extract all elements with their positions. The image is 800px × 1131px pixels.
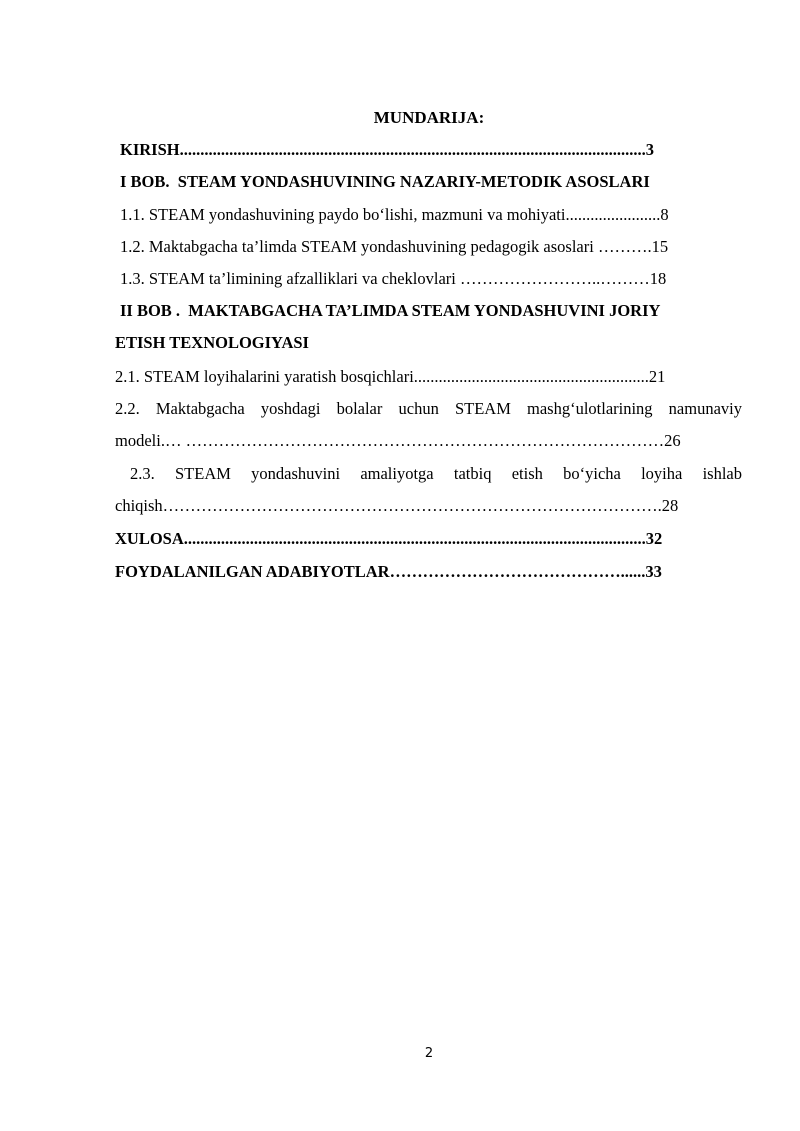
toc-section-1-2: 1.2. Maktabgacha ta’limda STEAM yondashuvining pedagogik asoslari ……….15 [120,237,669,256]
toc-chapter-1: I BOB. STEAM YONDASHUVINING NAZARIY-METODIK ASOSLARI [120,172,650,191]
toc-section-2-3-line2: chiqish……………………………………………………………………………….28 [115,496,679,515]
toc-section-2-2-line1: 2.2. Maktabgacha yoshdagi bolalar uchun STEAM mashg‘ulotlarining namunaviy [115,399,742,418]
toc-section-2-1: 2.1. STEAM loyihalarini yaratish bosqichlari.........................................................21 [115,367,666,386]
toc-section-1-1: 1.1. STEAM yondashuvining paydo bo‘lishi, mazmuni va mohiyati.......................8 [120,205,669,224]
toc-section-1-3: 1.3. STEAM ta’limining afzalliklari va cheklovlari ……………………..………18 [120,269,667,288]
toc-entry-xulosa: XULOSA................................................................................................................32 [115,529,663,548]
toc-section-2-2-line2: modeli.… ……………………………………………………………………………26 [115,431,681,450]
toc-chapter-2-line1: II BOB . MAKTABGACHA TA’LIMDA STEAM YONDASHUVINI JORIY [120,301,661,320]
toc-entry-kirish: KIRISH.................................................................................................................3 [120,140,654,159]
toc-chapter-2-line2: ETISH TEXNOLOGIYASI [115,333,309,352]
toc-entry-foydalanilgan: FOYDALANILGAN ADABIYOTLAR……………………………………......33 [115,562,662,581]
toc-title: MUNDARIJA: [373,108,485,127]
page-number: 2 [424,1046,434,1061]
toc-section-2-3-line1: 2.3. STEAM yondashuvini amaliyotga tatbiq etish bo‘yicha loyiha ishlab [130,464,742,483]
